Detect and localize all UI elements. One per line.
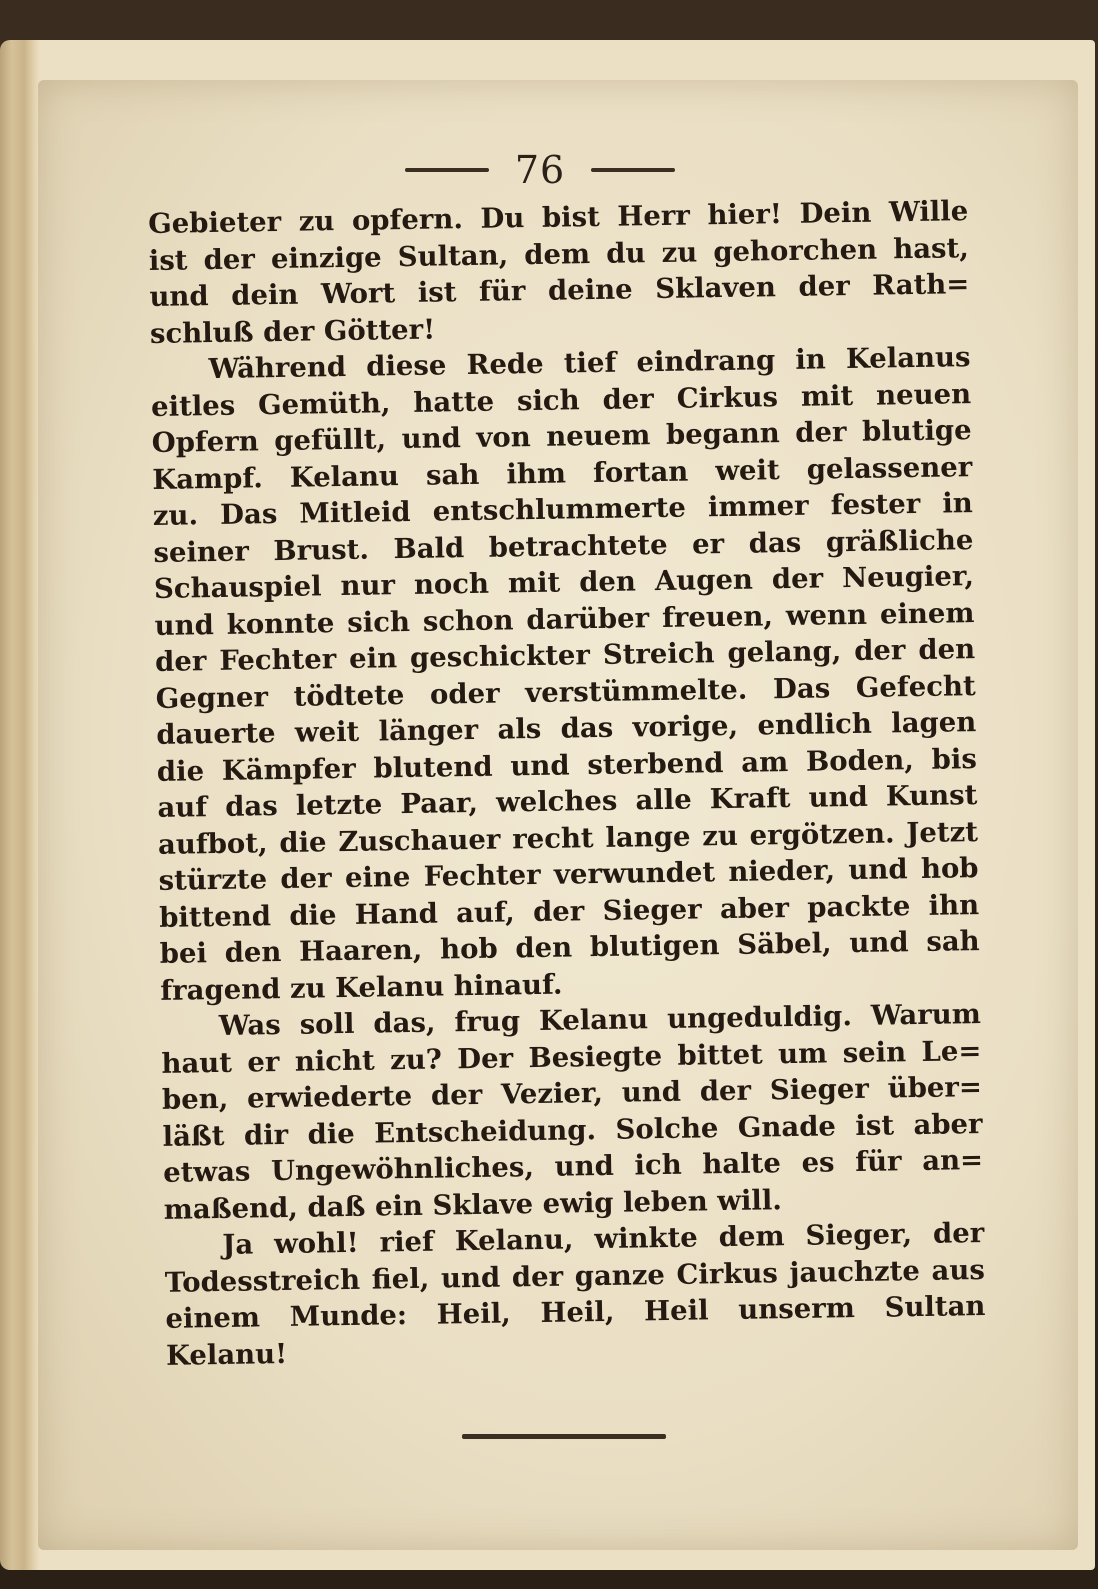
text-line: Kampf. Kelanu sah ihm fortan weit gelassener bbox=[152, 450, 973, 496]
text-line: zu. Das Mitleid entschlummerte immer fester in bbox=[152, 487, 974, 532]
text-line: einem Munde: Heil, Heil, Heil unserm Sultan bbox=[165, 1289, 986, 1335]
text-line: schluß der Götter! bbox=[149, 313, 436, 350]
text-line: auf das letzte Paar, welches alle Kraft und Kunst bbox=[157, 779, 978, 824]
text-line: Gebieter zu opfern. Du bist Herr hier! Dein Wille bbox=[148, 195, 969, 240]
text-line: Was soll das, frug Kelanu ungeduldig. Warum bbox=[218, 998, 982, 1042]
page-header bbox=[390, 140, 690, 200]
text-line: haut er nicht zu? Der Besiegte bittet um sein Le= bbox=[161, 1034, 982, 1080]
text-line: die Kämpfer blutend und sterbend am Boden, bis bbox=[156, 742, 978, 788]
text-line: Ja wohl! rief Kelanu, winkte dem Sieger, der bbox=[222, 1216, 985, 1261]
text-line: fragend zu Kelanu hinauf. bbox=[160, 968, 563, 1007]
text-line: bittend die Hand auf, der Sieger aber packte ihn bbox=[158, 888, 980, 934]
header-rule-right bbox=[591, 168, 675, 172]
body-text bbox=[148, 193, 986, 1374]
text-line: seiner Brust. Bald betrachtete er das gräßliche bbox=[153, 523, 974, 569]
text-line: Schauspiel nur noch mit den Augen der Neugier, bbox=[153, 560, 975, 605]
text-line: und konnte sich schon darüber freuen, wenn einem bbox=[154, 596, 975, 642]
text-line: aufbot, die Zuschauer recht lange zu ergötzen. Jetzt bbox=[157, 815, 979, 861]
text-line: Gegner tödtete oder verstümmelte. Das Gefecht bbox=[155, 669, 976, 715]
text-line: Während diese Rede tief eindrang in Kelanus bbox=[208, 341, 971, 386]
text-line: dauerte weit länger als das vorige, endlich lagen bbox=[156, 706, 977, 751]
text-line: maßend, daß ein Sklave ewig leben will. bbox=[163, 1183, 783, 1226]
text-line: der Fechter ein geschickter Streich gelang, der den bbox=[154, 633, 976, 678]
page-number: 76 bbox=[514, 148, 566, 192]
end-rule bbox=[462, 1434, 666, 1439]
header-rule-left bbox=[405, 168, 489, 172]
text-line: etwas Ungewöhnliches, und ich halte es für an= bbox=[162, 1144, 984, 1189]
text-line: ist der einzige Sultan, dem du zu gehorchen hast, bbox=[148, 231, 970, 277]
text-line: ben, erwiederte der Vezier, und der Sieger über= bbox=[161, 1071, 983, 1116]
text-line: und dein Wort ist für deine Sklaven der Rath= bbox=[149, 268, 970, 313]
text-line: stürzte der eine Fechter verwundet nieder, und hob bbox=[158, 852, 979, 897]
text-line: Kelanu! bbox=[165, 1337, 288, 1372]
text-line: läßt dir die Entscheidung. Solche Gnade ist aber bbox=[162, 1107, 983, 1153]
text-line: Opfern gefüllt, und von neuem begann der blutige bbox=[151, 414, 972, 459]
text-line: bei den Haaren, hob den blutigen Säbel, und sah bbox=[159, 925, 980, 970]
text-line: eitles Gemüth, hatte sich der Cirkus mit neuen bbox=[150, 377, 972, 423]
text-line: Todesstreich fiel, und der ganze Cirkus jauchzte aus bbox=[164, 1253, 986, 1299]
